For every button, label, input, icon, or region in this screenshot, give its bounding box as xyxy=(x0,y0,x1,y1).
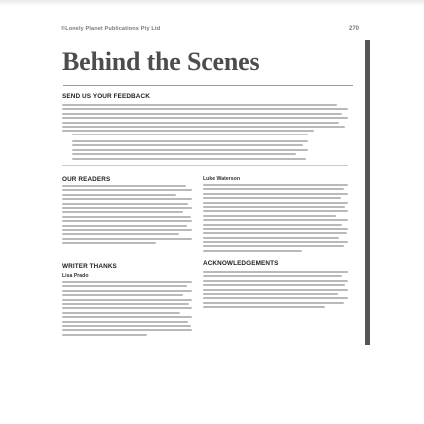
title-divider xyxy=(63,85,353,86)
writer-thanks-body-text xyxy=(62,281,192,338)
readers-heading: OUR READERS xyxy=(62,176,111,183)
page-number: 270 xyxy=(349,26,360,32)
feedback-body-text xyxy=(62,104,348,135)
top-shadow-bar xyxy=(0,0,424,6)
feedback-inner-rule xyxy=(72,134,308,135)
acknowledgements-heading: ACKNOWLEDGEMENTS xyxy=(203,260,279,267)
feedback-heading: SEND US YOUR FEEDBACK xyxy=(62,93,150,100)
acknowledgements-body-text xyxy=(203,271,348,311)
writer-thanks-heading: WRITER THANKS xyxy=(62,263,117,270)
right-author-body-text xyxy=(203,184,348,254)
writer-name: Lisa Prado xyxy=(62,273,89,279)
feedback-bottom-rule xyxy=(62,165,348,166)
copyright-notice: ©Lonely Planet Publications Pty Ltd xyxy=(61,26,161,32)
sidebar-edge-bar xyxy=(365,40,370,345)
right-author-name: Luke Waterson xyxy=(203,176,240,182)
feedback-note-text xyxy=(72,140,308,162)
readers-body-text xyxy=(62,185,192,246)
page-title: Behind the Scenes xyxy=(62,47,260,76)
